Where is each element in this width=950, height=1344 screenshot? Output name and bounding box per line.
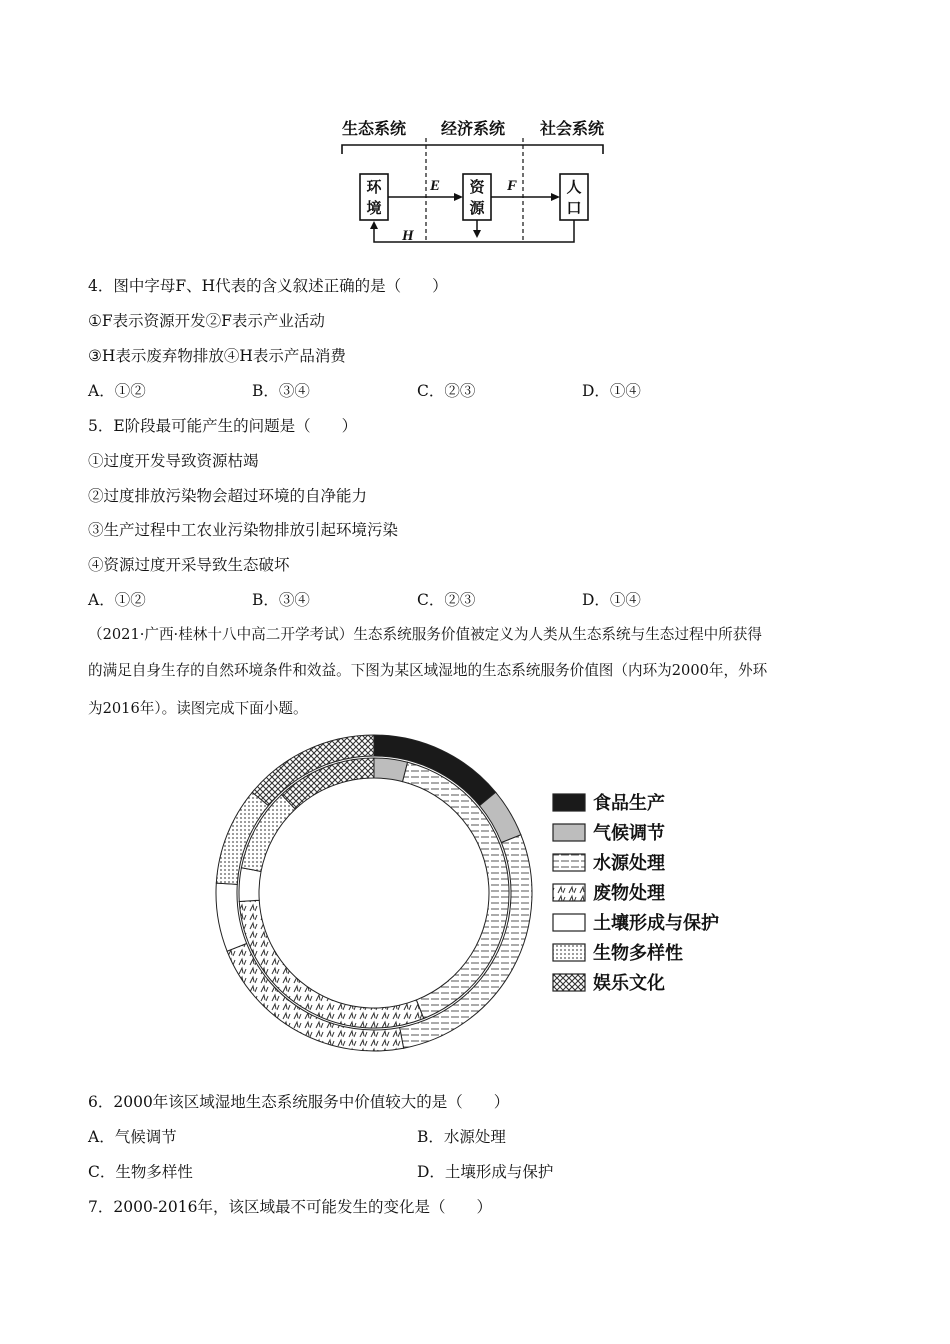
legend-swatch-biodiversity	[553, 944, 585, 961]
chart-legend	[553, 792, 719, 994]
legend-label-soil: 土壤形成与保护	[593, 913, 719, 934]
legend-label-biodiversity: 生物多样性	[593, 943, 683, 964]
q5-statement-4: ④资源过度开采导致生态破坏	[88, 556, 290, 574]
q4-option-a[interactable]: A．①②	[88, 382, 146, 400]
legend-swatch-soil	[553, 914, 585, 931]
inner-ring-soil-segment	[239, 868, 261, 902]
legend-label-waste: 废物处理	[593, 883, 665, 904]
arrow-label-f: F	[507, 178, 518, 194]
legend-label-entertainment: 娱乐文化	[593, 973, 665, 994]
legend-swatch-water	[553, 854, 585, 871]
q4-option-b[interactable]: B．③④	[252, 382, 310, 400]
q7-stem: 7．2000-2016年，该区域最不可能发生的变化是（ ）	[88, 1198, 492, 1216]
arrow-label-e: E	[430, 178, 441, 194]
section-economy: 经济系统	[440, 119, 506, 138]
resource-label-1: 资	[469, 178, 485, 196]
legend-swatch-food	[553, 794, 585, 811]
q4-option-d[interactable]: D．①④	[582, 382, 641, 400]
legend-label-food: 食品生产	[593, 793, 665, 814]
q4-statement-2: ③H表示废弃物排放④H表示产品消费	[88, 347, 346, 365]
intro-line-1: （2021·广西·桂林十八中高二开学考试）生态系统服务价值被定义为人类从生态系统与生态过程中所获得	[88, 626, 762, 643]
intro-line-3: 为2016年）。读图完成下面小题。	[88, 700, 308, 717]
rings	[216, 735, 532, 1051]
q5-option-d[interactable]: D．①④	[582, 591, 641, 609]
legend-swatch-waste	[553, 884, 585, 901]
q4-option-c[interactable]: C．②③	[417, 382, 476, 400]
q4-stem: 4．图中字母F、H代表的含义叙述正确的是（ ）	[88, 277, 448, 295]
section-ecology: 生态系统	[341, 119, 407, 138]
q6-option-c[interactable]: C．生物多样性	[88, 1163, 193, 1181]
system-flow-diagram	[330, 112, 620, 252]
q5-option-b[interactable]: B．③④	[252, 591, 310, 609]
q6-option-d[interactable]: D．土壤形成与保护	[417, 1163, 554, 1181]
environment-label-2: 境	[366, 199, 382, 217]
q5-statement-2: ②过度排放污染物会超过环境的自净能力	[88, 487, 368, 505]
q5-option-c[interactable]: C．②③	[417, 591, 476, 609]
arrow-label-h: H	[402, 228, 414, 244]
legend-label-climate: 气候调节	[593, 823, 665, 844]
resource-label-2: 源	[469, 199, 485, 217]
inner-ring-climate-segment	[374, 758, 408, 782]
intro-line-2: 的满足自身生存的自然环境条件和效益。下图为某区域湿地的生态系统服务价值图（内环为2000年，外环	[88, 662, 768, 679]
q6-option-a[interactable]: A．气候调节	[88, 1128, 177, 1146]
q4-statement-1: ①F表示资源开发②F表示产业活动	[88, 312, 325, 330]
ecosystem-service-chart	[215, 732, 740, 1060]
legend-swatch-entertainment	[553, 974, 585, 991]
q5-statement-3: ③生产过程中工农业污染物排放引起环境污染	[88, 521, 399, 539]
q5-statement-1: ①过度开发导致资源枯竭	[88, 452, 259, 470]
q5-option-a[interactable]: A．①②	[88, 591, 146, 609]
population-label-2: 口	[566, 199, 582, 217]
legend-swatch-climate	[553, 824, 585, 841]
population-label-1: 人	[566, 178, 582, 196]
legend-label-water: 水源处理	[593, 853, 665, 874]
q6-option-b[interactable]: B．水源处理	[417, 1128, 506, 1146]
q6-stem: 6．2000年该区域湿地生态系统服务中价值较大的是（ ）	[88, 1093, 510, 1111]
section-society: 社会系统	[539, 119, 605, 138]
q5-stem: 5．E阶段最可能产生的问题是（ ）	[88, 417, 358, 435]
environment-label-1: 环	[366, 178, 382, 196]
